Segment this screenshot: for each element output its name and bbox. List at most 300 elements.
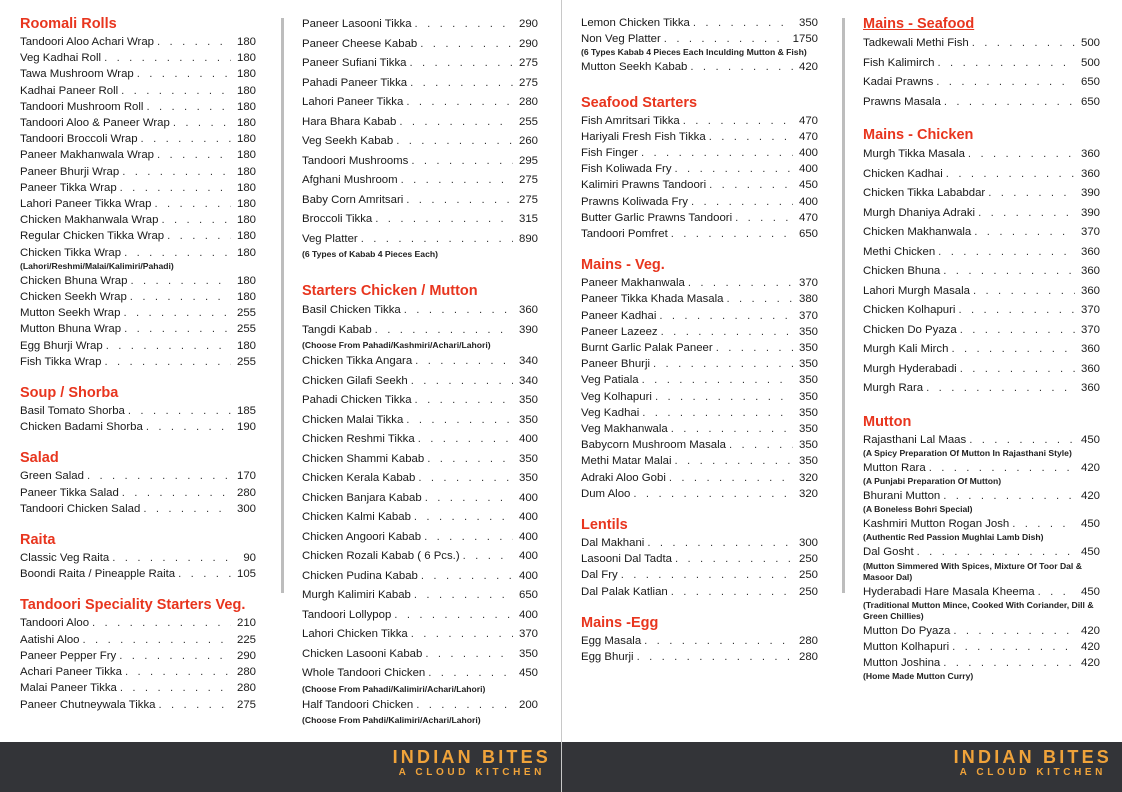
menu-item-name: Chicken Kadhai [863, 167, 943, 180]
menu-item-price: 255 [236, 307, 256, 320]
menu-item-price: 350 [518, 394, 538, 406]
dot-leader [375, 210, 513, 230]
dot-leader [642, 372, 793, 388]
dot-leader [119, 648, 231, 664]
menu-item-name: Prawns Koliwada Fry [581, 195, 688, 208]
dot-leader [463, 547, 513, 567]
menu-item-price: 250 [798, 569, 818, 582]
menu-item-price: 280 [518, 96, 538, 108]
menu-item-price: 400 [518, 569, 538, 582]
brand-logo [393, 747, 551, 779]
menu-item [581, 356, 818, 372]
menu-item-price: 170 [236, 470, 256, 483]
menu-item-name: Veg Platter [302, 232, 358, 245]
menu-item [581, 584, 818, 600]
menu-item-name: Veg Makhanwala [581, 423, 668, 436]
menu-item [581, 535, 818, 551]
menu-item-price: 350 [518, 452, 538, 465]
menu-item-name: Chicken Tikka Lababdar [863, 187, 986, 199]
menu-item-name: Broccoli Tikka [302, 213, 373, 225]
menu-item [863, 432, 1100, 448]
menu-item-price: 225 [236, 633, 256, 646]
menu-item-name: Chicken Badami Shorba [20, 421, 143, 434]
menu-item-price: 350 [518, 472, 538, 484]
menu-item [581, 421, 818, 437]
dot-leader [644, 633, 793, 649]
menu-item-name: Chicken Tikka Angara [302, 355, 413, 367]
menu-item-name: Paneer Cheese Kabab [302, 37, 418, 50]
section-title: Soup / Shorba [20, 385, 119, 402]
menu-item [20, 164, 256, 180]
menu-item-name: Green Salad [20, 470, 84, 483]
menu-item [581, 470, 818, 486]
menu-item-price: 180 [236, 149, 256, 162]
menu-item-name: Veg Kadhai [581, 406, 640, 419]
dot-leader [428, 664, 513, 684]
menu-section [581, 516, 818, 600]
menu-item [302, 113, 538, 133]
menu-item [863, 204, 1100, 224]
menu-item-name: Kadai Prawns [863, 76, 934, 88]
menu-item-price: 370 [1080, 304, 1100, 316]
menu-item-price: 650 [798, 228, 818, 241]
menu-item-price: 390 [518, 323, 538, 336]
menu-item-name: Egg Bhurji Wrap [20, 339, 103, 352]
menu-item [302, 132, 538, 152]
menu-item-price: 380 [798, 293, 818, 306]
dot-leader [943, 262, 1075, 282]
menu-item [863, 584, 1100, 600]
menu-item [302, 606, 538, 626]
menu-item-name: Chicken Lasooni Kabab [302, 647, 423, 660]
menu-item-price: 300 [236, 502, 256, 515]
menu-item-note: (6 Types Kabab 4 Pieces Each Inculding Mutton & Fish) [581, 47, 807, 58]
menu-item-price: 320 [798, 487, 818, 500]
dot-leader [154, 196, 231, 212]
menu-item-price: 650 [518, 589, 538, 601]
menu-item-name: Basil Chicken Tikka [302, 304, 401, 316]
dot-leader [427, 450, 513, 470]
menu-item-name: Egg Masala [581, 634, 642, 647]
menu-item-price: 360 [1080, 382, 1100, 394]
dot-leader [938, 54, 1075, 74]
menu-item-price: 360 [1080, 343, 1100, 355]
menu-item-name: Chicken Pudina Kabab [302, 569, 418, 582]
menu-section [581, 15, 818, 76]
menu-item [20, 697, 256, 713]
menu-item-price: 290 [518, 18, 538, 30]
menu-item [581, 113, 818, 129]
menu-item-price: 280 [236, 682, 256, 695]
dot-leader [167, 228, 231, 244]
menu-item [302, 301, 538, 321]
dot-leader [671, 421, 793, 437]
menu-item-name: Chicken Rozali Kabab ( 6 Pcs.) [302, 550, 460, 562]
menu-item-price: 320 [798, 471, 818, 484]
menu-item [302, 469, 538, 489]
menu-item-price: 470 [798, 114, 818, 127]
dot-leader [137, 66, 231, 82]
menu-section [20, 596, 256, 712]
dot-leader [396, 132, 513, 152]
menu-item [20, 321, 256, 337]
dot-leader [424, 528, 513, 548]
menu-item [302, 15, 538, 35]
menu-item-name: Chicken Banjara Kabab [302, 491, 422, 504]
menu-item-price: 200 [518, 698, 538, 711]
menu-item [302, 93, 538, 113]
menu-item [20, 632, 256, 648]
menu-item-name: Chicken Gilafi Seekh [302, 374, 408, 387]
dot-leader [951, 340, 1075, 360]
dot-leader [130, 289, 231, 305]
menu-item-price: 350 [798, 17, 818, 29]
menu-item-name: Chicken Malai Tikka [302, 413, 404, 426]
menu-item [20, 273, 256, 289]
menu-item-price: 255 [518, 115, 538, 128]
dot-leader [83, 632, 231, 648]
menu-item [581, 226, 818, 242]
dot-leader [655, 389, 793, 405]
dot-leader [988, 184, 1075, 204]
menu-item-note: (A Punjabi Preparation Of Mutton) [863, 475, 1002, 486]
menu-section [20, 384, 256, 435]
dot-leader [416, 696, 513, 716]
menu-item-price: 400 [518, 550, 538, 562]
menu-item-name: Paneer Makhanwala [581, 277, 685, 290]
menu-item-name: Paneer Tikka Khada Masala [581, 293, 724, 306]
menu-item-price: 450 [1080, 433, 1100, 446]
menu-item-price: 420 [798, 61, 818, 74]
menu-item [581, 453, 818, 469]
dot-leader [943, 488, 1075, 504]
menu-item [863, 488, 1100, 504]
dot-leader [414, 508, 513, 528]
menu-item-note: (Traditional Mutton Mince, Cooked With Coriander, Dill & Green Chillies) [863, 599, 1094, 621]
menu-section [20, 531, 256, 582]
menu-item [863, 301, 1100, 321]
dot-leader [641, 145, 793, 161]
menu-item-price: 400 [518, 608, 538, 621]
menu-column-1 [20, 15, 256, 727]
menu-item-name: Chicken Kolhapuri [863, 304, 956, 316]
menu-item-price: 370 [798, 277, 818, 290]
menu-item-price: 275 [518, 193, 538, 206]
menu-item [20, 34, 256, 50]
menu-item [302, 321, 538, 341]
section-title: Seafood Starters [581, 94, 698, 111]
menu-item [20, 50, 256, 66]
menu-item-name: Regular Chicken Tikka Wrap [20, 230, 165, 243]
menu-item-name: Rajasthani Lal Maas [863, 433, 967, 446]
dot-leader [729, 437, 793, 453]
menu-item-name: Fish Amritsari Tikka [581, 114, 680, 127]
menu-item-name: Fish Finger [581, 147, 638, 160]
dot-leader [958, 301, 1075, 321]
menu-item-name: Mutton Seekh Wrap [20, 307, 121, 320]
dot-leader [415, 352, 513, 372]
dot-leader [146, 419, 231, 435]
menu-item [581, 486, 818, 502]
section-title: Mutton [863, 413, 912, 430]
menu-item [20, 99, 256, 115]
menu-item-price: 340 [518, 374, 538, 387]
menu-item-name: Paneer Makhanwala Wrap [20, 149, 155, 162]
menu-section [581, 614, 818, 665]
menu-item [20, 289, 256, 305]
menu-section [863, 413, 1100, 683]
menu-item-price: 350 [798, 439, 818, 452]
menu-item-note: (Authentic Red Passion Mughlai Lamb Dish) [863, 532, 1044, 543]
menu-item [581, 210, 818, 226]
menu-item-price: 290 [518, 37, 538, 50]
menu-item-price: 350 [798, 342, 818, 355]
dot-leader [425, 645, 513, 665]
menu-item [581, 633, 818, 649]
menu-item [302, 54, 538, 74]
dot-leader [394, 606, 513, 626]
dot-leader [974, 223, 1075, 243]
menu-item-name: Baby Corn Amritsari [302, 193, 404, 206]
menu-item-price: 210 [236, 617, 256, 630]
menu-item-name: Chicken Do Pyaza [863, 323, 957, 336]
menu-item-price: 400 [518, 511, 538, 523]
dot-leader [653, 356, 793, 372]
dot-leader [969, 432, 1075, 448]
dot-leader [661, 324, 793, 340]
dot-leader [418, 469, 513, 489]
menu-item-price: 180 [236, 246, 256, 259]
menu-item [20, 419, 256, 435]
menu-item-name: Pahadi Chicken Tikka [302, 394, 412, 406]
section-title: Tandoori Speciality Starters Veg. [20, 597, 246, 614]
dot-leader [675, 551, 793, 567]
menu-item-name: Tandoori Aloo Achari Wrap [20, 36, 155, 48]
menu-item-name: Murgh Kalimiri Kabab [302, 589, 411, 601]
menu-item-price: 350 [798, 406, 818, 419]
menu-item [20, 501, 256, 517]
menu-item-price: 180 [236, 198, 256, 211]
dot-leader [943, 655, 1075, 671]
menu-item-note: (Choose From Pahdi/Kalimiri/Achari/Lahori) [302, 715, 481, 725]
menu-item-price: 105 [236, 568, 256, 581]
dot-leader [637, 649, 793, 665]
dot-leader [415, 15, 513, 35]
menu-item [863, 379, 1100, 399]
menu-item [863, 340, 1100, 360]
menu-item-name: Hyderabadi Hare Masala Kheema [863, 585, 1035, 598]
section-title: Salad [20, 450, 59, 467]
dot-leader [361, 230, 513, 250]
menu-item [302, 489, 538, 509]
dot-leader [973, 282, 1075, 302]
menu-item-price: 420 [1080, 657, 1100, 670]
menu-item-price: 370 [798, 309, 818, 322]
menu-item [581, 567, 818, 583]
dot-leader [92, 615, 231, 631]
menu-page-right [562, 0, 1122, 792]
dot-leader [411, 152, 513, 172]
menu-item-price: 360 [518, 304, 538, 316]
menu-item [581, 15, 818, 31]
footer-bar-right [562, 742, 1122, 792]
dot-leader [130, 273, 231, 289]
menu-item-price: 370 [518, 628, 538, 640]
dot-leader [178, 566, 231, 582]
menu-section [581, 256, 818, 502]
menu-item-price: 250 [798, 553, 818, 566]
menu-column-3 [581, 15, 818, 679]
menu-item-note: (Home Made Mutton Curry) [863, 671, 974, 682]
menu-item [302, 191, 538, 211]
menu-item [20, 245, 256, 261]
menu-item [863, 243, 1100, 263]
menu-item-price: 360 [1080, 284, 1100, 297]
menu-item-price: 350 [518, 647, 538, 660]
menu-item-note: (A Boneless Bohri Special) [863, 504, 973, 515]
menu-item-name: Veg Kadhai Roll [20, 52, 102, 65]
menu-item [20, 648, 256, 664]
menu-item-price: 450 [1080, 518, 1100, 531]
section-title: Raita [20, 532, 56, 549]
brand-tagline: A CLOUD KITCHEN [398, 767, 545, 778]
dot-leader [414, 586, 513, 606]
menu-item-name: Egg Bhurji [581, 651, 634, 664]
menu-item [20, 115, 256, 131]
dot-leader [120, 680, 231, 696]
dot-leader [709, 129, 793, 145]
menu-item-note: (Mutton Simmered With Spices, Mixture Of Toor Dal & Masoor Dal) [863, 560, 1082, 582]
dot-leader [104, 50, 231, 66]
menu-item-name: Chicken Seekh Wrap [20, 291, 127, 304]
menu-item-name: Kalimiri Prawns Tandoori [581, 179, 707, 192]
menu-item-price: 390 [1080, 206, 1100, 219]
menu-item [581, 275, 818, 291]
menu-item [863, 623, 1100, 639]
dot-leader [375, 321, 513, 341]
menu-item-price: 450 [1080, 546, 1100, 559]
menu-item-name: Paneer Sufiani Tikka [302, 57, 407, 69]
menu-item [302, 567, 538, 587]
menu-item [581, 372, 818, 388]
menu-item [863, 184, 1100, 204]
dot-leader [406, 411, 513, 431]
dot-leader [124, 245, 231, 261]
menu-item-name: Fish Kalimirch [863, 56, 935, 69]
menu-item-price: 275 [518, 57, 538, 69]
menu-item-name: Paneer Lazeez [581, 325, 658, 338]
dot-leader [141, 131, 231, 147]
menu-item-name: Dal Palak Katlian [581, 585, 668, 598]
menu-item-name: Tandoori Mushroom Roll [20, 100, 144, 113]
menu-item [863, 73, 1100, 93]
menu-item-price: 450 [518, 667, 538, 679]
menu-item-name: Lemon Chicken Tikka [581, 17, 690, 29]
dot-leader [401, 171, 513, 191]
dot-leader [409, 54, 513, 74]
menu-item-name: Boondi Raita / Pineapple Raita [20, 568, 176, 581]
menu-item-price: 400 [518, 433, 538, 445]
menu-item [20, 147, 256, 163]
menu-item-name: Chicken Bhuna Wrap [20, 274, 128, 287]
dot-leader [112, 550, 231, 566]
dot-leader [926, 379, 1075, 399]
dot-leader [411, 372, 513, 392]
menu-item-name: Mutton Joshina [863, 657, 941, 670]
menu-item-name: Bhurani Mutton [863, 489, 941, 502]
dot-leader [642, 405, 793, 421]
menu-item [581, 177, 818, 193]
menu-item [863, 54, 1100, 74]
dot-leader [104, 354, 231, 370]
menu-item-name: Paneer Pepper Fry [20, 649, 117, 662]
menu-item [302, 430, 538, 450]
menu-item-price: 315 [518, 213, 538, 225]
dot-leader [621, 567, 793, 583]
menu-item [581, 31, 818, 47]
menu-item-name: Butter Garlic Prawns Tandoori [581, 211, 733, 224]
menu-item-name: Paneer Tikka Wrap [20, 181, 117, 194]
menu-item-name: Malai Paneer Tikka [20, 682, 117, 695]
menu-item-note: (6 Types of Kabab 4 Pieces Each) [302, 249, 438, 259]
dot-leader [406, 93, 513, 113]
menu-item-name: Classic Veg Raita [20, 552, 110, 565]
menu-item-price: 360 [1080, 167, 1100, 180]
menu-item-name: Prawns Masala [863, 95, 941, 108]
menu-item-name: Mutton Kolhapuri [863, 640, 950, 653]
column-divider [281, 18, 284, 593]
menu-section [302, 282, 538, 726]
menu-item-name: Dal Fry [581, 569, 618, 582]
menu-item [20, 338, 256, 354]
menu-item-name: Murgh Hyderabadi [863, 362, 957, 375]
dot-leader [406, 191, 513, 211]
menu-item-name: Tandoori Mushrooms [302, 154, 409, 167]
section-title: Roomali Rolls [20, 16, 117, 32]
menu-item-price: 470 [798, 211, 818, 224]
menu-item-price: 500 [1080, 56, 1100, 69]
menu-item-price: 350 [798, 455, 818, 468]
menu-item-name: Tandoori Broccoli Wrap [20, 133, 138, 146]
menu-item-name: Whole Tandoori Chicken [302, 667, 426, 679]
menu-item-price: 420 [1080, 640, 1100, 653]
menu-item-price: 470 [798, 130, 818, 143]
menu-item [581, 324, 818, 340]
dot-leader [421, 567, 513, 587]
menu-item-name: Chicken Makhanwala Wrap [20, 214, 159, 227]
dot-leader [675, 453, 793, 469]
menu-item [581, 145, 818, 161]
menu-item-price: 180 [236, 339, 256, 352]
dot-leader [647, 535, 793, 551]
dot-leader [944, 93, 1075, 113]
dot-leader [122, 485, 231, 501]
dot-leader [159, 697, 232, 713]
dot-leader [128, 403, 231, 419]
menu-item-price: 650 [1080, 76, 1100, 88]
menu-item-price: 275 [236, 698, 256, 711]
dot-leader [960, 360, 1075, 380]
menu-item-price: 420 [1080, 461, 1100, 474]
menu-item [20, 212, 256, 228]
dot-leader [960, 321, 1075, 341]
dot-leader [669, 470, 793, 486]
dot-leader [664, 31, 790, 47]
menu-item-price: 370 [1080, 226, 1100, 238]
menu-item-name: Fish Tikka Wrap [20, 355, 102, 368]
menu-item-name: Chicken Bhuna [863, 265, 941, 277]
menu-item-price: 450 [798, 179, 818, 192]
